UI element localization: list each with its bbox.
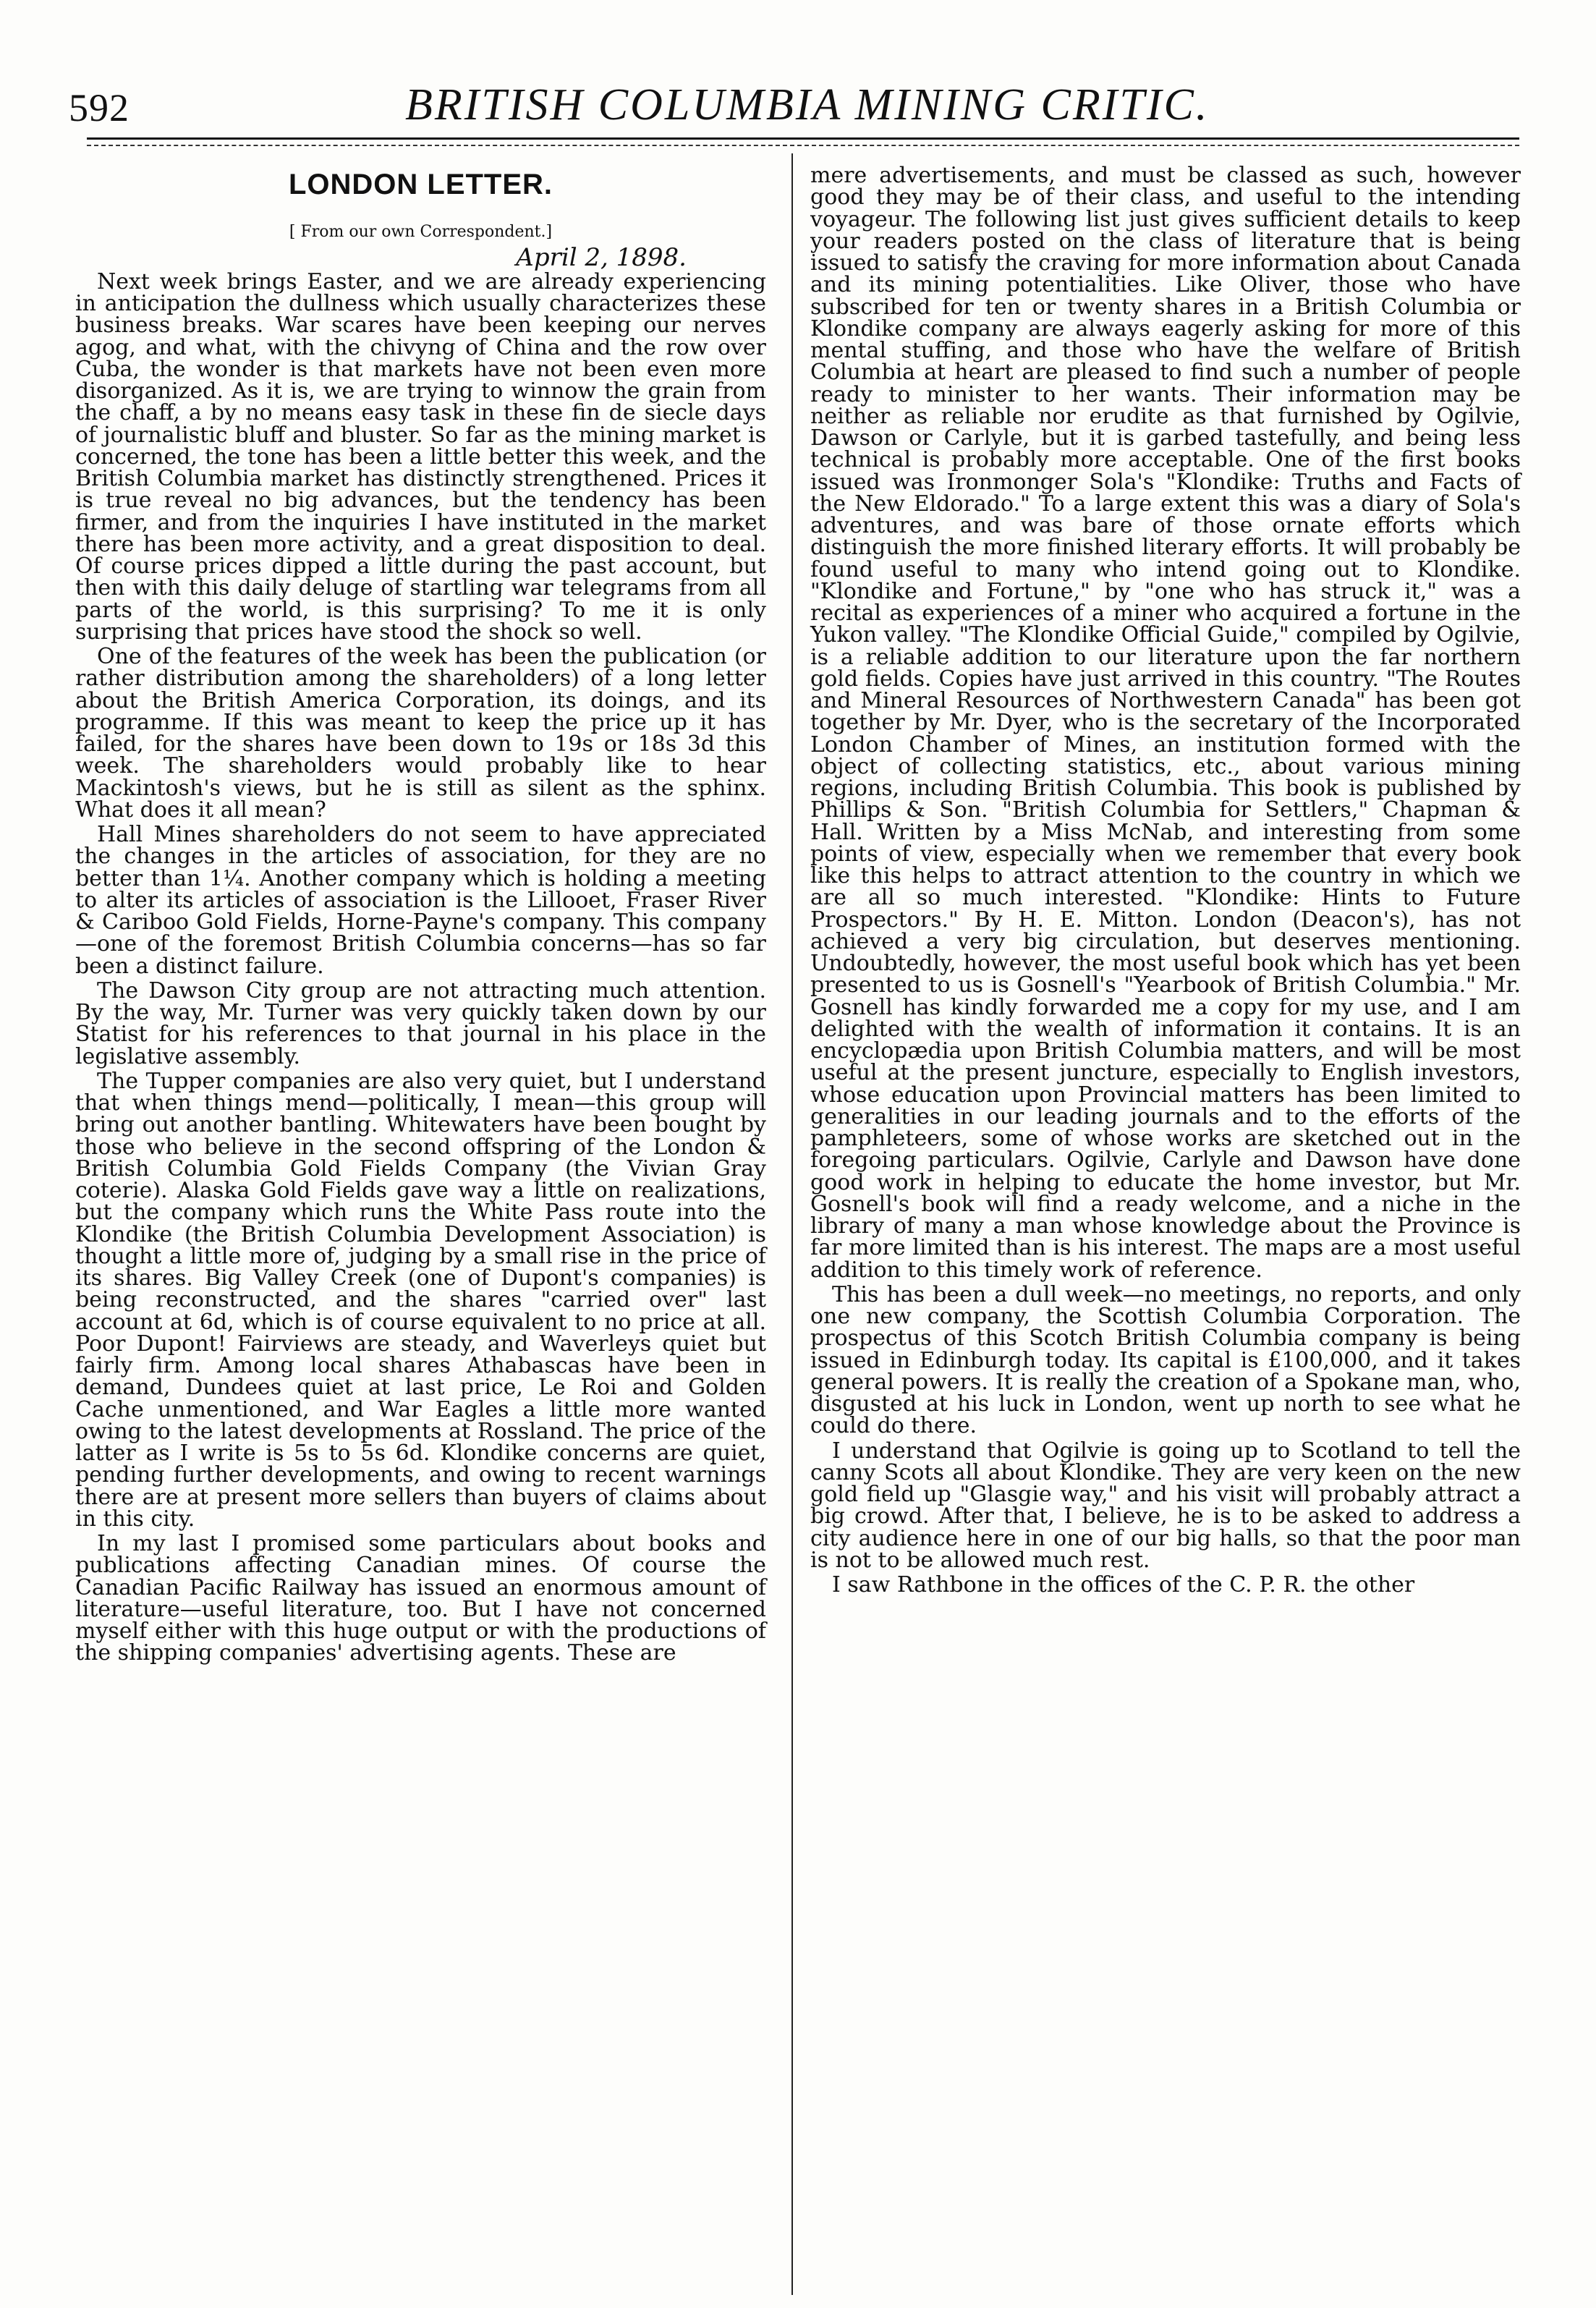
page-number: 592 — [69, 86, 130, 130]
paragraph: Next week brings Easter, and we are already experiencing in anticipation the dullness which usually characterizes these business breaks. War scares have been keeping our nerves agog, and what, with the chivyng of China and the row over Cuba, the wonder is that markets have not been even more disorganized. As it is, we are trying to winnow the grain from the chaff, a by no means easy task in these fin de siecle days of journalistic bluff and bluster. So far as the mining market is concerned, the tone has been a little better this week, and the British Columbia market has distinctly strengthened. Prices it is true reveal no big advances, but the tendency has been firmer, and from the inquiries I have instituted in the market there has been more activity, and a great disposition to deal. Of course prices dipped a little during the past account, but then with this daily deluge of startling war telegrams from all parts of the world, is this surprising? To me it is only surprising that prices have stood the shock so well. — [75, 268, 766, 645]
paragraph: One of the features of the week has been the publication (or rather distribution among the shareholders) of a long letter about the British America Corporation, its doings, and its programme. If this was meant to keep the price up it has failed, for the shares have been down to 19s or 18s 3d this week. The shareholders would probably like to hear Mackintosh's views, but he is still as silent as the sphinx. What does it all mean? — [75, 644, 766, 823]
page-header — [0, 0, 1596, 145]
header-rule-dashed — [87, 145, 1519, 146]
paragraph: This has been a dull week—no meetings, no reports, and only one new company, the Scottish Columbia Corporation. The prospectus of this Scotch British Columbia company is being issued in Edinburgh today. Its capital is £100,000, and it takes general powers. It is really the creation of a Spokane man, who, disgusted at his luck in London, went up north to see what he could do there. — [810, 1281, 1521, 1439]
paragraph: mere advertisements, and must be classed as such, however good they may be of their class, and useful to the intending voyageur. The following list just gives sufficient details to keep your readers posted on the class of literature that is being issued to satisfy the craving for more information about Canada and its mining potentialities. Like Oliver, those who have subscribed for ten or twenty shares in a British Columbia or Klondike company are always eagerly asking for more of this mental stuffing, and those who have the welfare of British Columbia at heart are pleased to find such a number of people ready to minister to her wants. Their information may be neither as reliable nor erudite as that furnished by Ogilvie, Dawson or Carlyle, but it is garbed tastefully, and being less technical is probably more acceptable. One of the first books issued was Ironmonger Sola's "Klondike: Truths and Facts of the New Eldorado." To a large extent this was a diary of Sola's adventures, and was bare of those ornate efforts which distinguish the more finished literary efforts. It will probably be found useful to many who intend going out to Klondike. "Klondike and Fortune," by "one who has struck it," was a recital as experiences of a miner who acquired a fortune in the Yukon valley. "The Klondike Official Guide," compiled by Ogilvie, is a reliable addition to our literature upon the far northern gold fields. Copies have just arrived in this country. "The Routes and Mineral Resources of Northwestern Canada" has been got together by Mr. Dyer, who is the secretary of the Incorporated London Chamber of Mines, an institution formed with the object of collecting statistics, etc., about various mining regions, including British Columbia. This book is published by Phillips & Son. "British Columbia for Settlers," Chapman & Hall. Written by a Miss McNab, and interesting from some points of view, especially when we remember that every book like this helps to attract attention to the country in which we are all so much interested. "Klondike: Hints to Future Prospectors." By H. E. Mitton. London (Deacon's), has not achieved a very big circulation, but deserves mentioning. Undoubtedly, however, the most useful book which has yet been presented to us is Gosnell's "Yearbook of British Columbia." Mr. Gosnell has kindly forwarded me a copy for my use, and I am delighted with the wealth of information it contains. It is an encyclopædia upon British Columbia matters, and will be most useful at the present juncture, especially to English investors, whose education upon Provincial matters has been limited to generalities in our leading journals and to the efforts of the pamphleteers, some of whose works are sketched out in the foregoing particulars. Ogilvie, Carlyle and Dawson have done good work in helping to educate the home investor, but Mr. Gosnell's book will find a ready welcome, and a niche in the library of many a man whose knowledge about the Province is far more limited than is his interest. The maps are a most useful addition to this timely work of reference. — [810, 163, 1521, 1283]
paragraph: In my last I promised some particulars about books and publications affecting Canadian mines. Of course the Canadian Pacific Railway has issued an enormous amount of literature—useful literature, too. But I have not concerned myself either with this huge output or with the productions of the shipping companies' advertising agents. These are — [75, 1531, 766, 1666]
paragraph: Hall Mines shareholders do not seem to have appreciated the changes in the articles of association, for they are no better than 1¼. Another company which is holding a meeting to alter its articles of association is the Lillooet, Fraser River & Cariboo Gold Fields, Horne-Payne's company. This company—one of the foremost British Columbia concerns—has so far been a distinct failure. — [75, 822, 766, 979]
paragraph: I understand that Ogilvie is going up to Scotland to tell the canny Scots all about Klondike. They are very keen on the new gold field up "Glasgie way," and his visit will probably attract a big crowd. After that, I believe, he is to be asked to address a city audience here in one of our big halls, so that the poor man is not to be allowed much rest. — [810, 1438, 1521, 1573]
masthead-title: BRITISH COLUMBIA MINING CRITIC. — [405, 80, 1210, 130]
article-dateline: April 2, 1898. — [516, 242, 687, 272]
column-divider — [791, 153, 793, 2295]
paragraph: The Dawson City group are not attracting much attention. By the way, Mr. Turner was very quickly taken down by our Statist for his references to that journal in his place in the legislative assembly. — [75, 977, 766, 1069]
article-heading: LONDON LETTER. — [288, 169, 553, 200]
header-rule — [87, 137, 1519, 140]
left-column — [75, 165, 766, 1668]
paragraph: I saw Rathbone in the offices of the C. P. R. the other — [832, 1572, 1415, 1598]
paragraph: The Tupper companies are also very quiet, but I understand that when things mend—politically, I mean—this group will bring out another bantling. Whitewaters have been bought by those who believe in the second offspring of the London & British Columbia Gold Fields Company (the Vivian Gray coterie). Alaska Gold Fields gave way a little on realizations, but the company which runs the White Pass route into the Klondike (the British Columbia Development Association) is thought a little more of, judging by a small rise in the price of its shares. Big Valley Creek (one of Dupont's companies) is being reconstructed, and the shares "carried over" last account at 6d, which is of course equivalent to no price at all. Poor Dupont! Fairviews are steady, and Waverleys quiet but fairly firm. Among local shares Athabascas have been in demand, Dundees quiet at last price, Le Roi and Golden Cache unmentioned, and War Eagles a little more wanted owing to the latest developments at Rossland. The price of the latter as I write is 5s to 5s 6d. Klondike concerns are quiet, pending further developments, and owing to recent warnings there are at present more sellers than buyers of claims about in this city. — [75, 1068, 766, 1532]
correspondent-line: [ From our own Correspondent.] — [289, 223, 553, 242]
right-column — [810, 165, 1521, 1599]
